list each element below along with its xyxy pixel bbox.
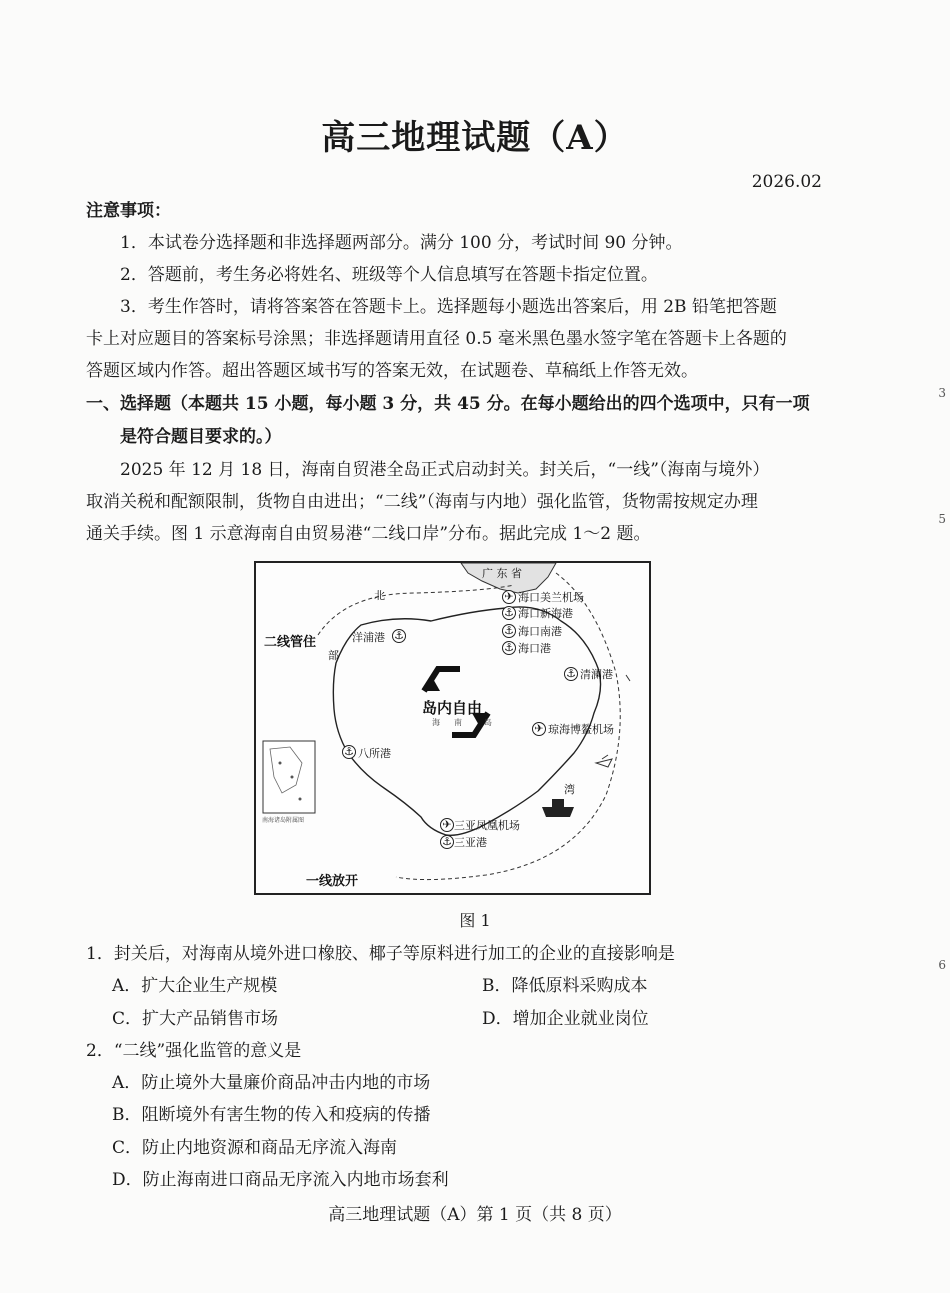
place-haikou: 海口港 xyxy=(518,642,551,655)
port-icon: ⚓ xyxy=(440,835,454,849)
section-heading-cont: 是符合题目要求的。） xyxy=(120,427,282,447)
notice-item-3: 3．考生作答时，请将答案答在答题卡上。选择题每小题选出答案后，用 2B 铅笔把答题 xyxy=(120,297,777,317)
port-icon: ⚓ xyxy=(502,606,516,620)
place-phoenix: 三亚凤凰机场 xyxy=(454,819,520,832)
place-basuo: 八所港 xyxy=(358,747,391,760)
notice-item-1: 1．本试卷分选择题和非选择题两部分。满分 100 分，考试时间 90 分钟。 xyxy=(120,233,683,253)
passage-line-3: 通关手续。图 1 示意海南自由贸易港“二线口岸”分布。据此完成 1～2 题。 xyxy=(86,524,651,544)
place-boao: 琼海博鳌机场 xyxy=(548,723,614,736)
place-xinhai: 海口新海港 xyxy=(518,607,573,620)
first-line-label: 一线放开 xyxy=(306,874,359,889)
question-2-option-a: A．防止境外大量廉价商品冲击内地的市场 xyxy=(112,1073,431,1093)
place-qinglan: 清澜港 xyxy=(580,668,613,681)
notice-heading: 注意事项： xyxy=(86,201,171,221)
airport-icon: ✈ xyxy=(502,590,516,604)
notice-item-3-cont: 卡上对应题目的答案标号涂黑；非选择题请用直径 0.5 毫米黑色墨水签字笔在答题卡上各题的 xyxy=(86,329,787,349)
margin-mark: 5 xyxy=(938,512,946,526)
question-2-option-d: D．防止海南进口商品无序流入内地市场套利 xyxy=(112,1170,449,1190)
passage-line-2: 取消关税和配额限制，货物自由进出；“二线”（海南与内地）强化监管，货物需按规定办理 xyxy=(86,492,758,512)
airport-icon: ✈ xyxy=(440,818,454,832)
margin-mark: 3 xyxy=(938,386,946,400)
question-1-option-b: B．降低原料采购成本 xyxy=(482,976,648,996)
place-yangpu: 洋浦港 xyxy=(352,631,385,644)
page-footer: 高三地理试题（A）第 1 页（共 8 页） xyxy=(328,1205,622,1225)
port-icon: ⚓ xyxy=(342,745,356,759)
place-nangang: 海口南港 xyxy=(518,625,562,638)
center-label: 岛内自由 xyxy=(422,699,483,717)
passage-line-1: 2025 年 12 月 18 日，海南自贸港全岛正式启动封关。封关后，“一线”（海南与境外） xyxy=(120,460,770,480)
question-1-option-c: C．扩大产品销售市场 xyxy=(112,1009,279,1029)
question-2-option-b: B．阻断境外有害生物的传入和疫病的传播 xyxy=(112,1105,431,1125)
question-1-stem: 1．封关后，对海南从境外进口橡胶、椰子等原料进行加工的企业的直接影响是 xyxy=(86,944,675,964)
place-meilan: 海口美兰机场 xyxy=(518,591,584,604)
place-sanya: 三亚港 xyxy=(454,836,487,849)
inset-caption: 南海诸岛附属图 xyxy=(262,817,305,824)
island-label-dao: 岛 xyxy=(484,718,492,727)
second-line-label: 二线管住 xyxy=(264,635,317,650)
notice-item-3-end: 答题区域内作答。超出答题区域书写的答案无效，在试题卷、草稿纸上作答无效。 xyxy=(86,361,698,381)
guangdong-label: 广 东 省 xyxy=(482,567,522,580)
figure-caption: 图 1 xyxy=(459,911,491,930)
question-1-option-d: D．增加企业就业岗位 xyxy=(482,1009,649,1029)
question-1-option-a: A．扩大企业生产规模 xyxy=(112,976,278,996)
plane-sketch-icon xyxy=(596,759,612,767)
port-icon: ⚓ xyxy=(502,624,516,638)
bu-label: 部 xyxy=(328,649,339,662)
wan-label: 湾 xyxy=(564,783,575,796)
port-icon: ⚓ xyxy=(564,667,578,681)
ship-icon xyxy=(542,807,574,817)
north-label: 北 xyxy=(374,589,385,602)
island-label-nan: 南 xyxy=(454,718,462,727)
notice-item-2: 2．答题前，考生务必将姓名、班级等个人信息填写在答题卡指定位置。 xyxy=(120,265,658,285)
island-label-hai: 海 xyxy=(432,718,440,727)
port-icon: ⚓ xyxy=(502,641,516,655)
section-heading: 一、选择题（本题共 15 小题，每小题 3 分，共 45 分。在每小题给出的四个选项中，只有一项 xyxy=(86,394,810,414)
margin-mark: 6 xyxy=(938,958,946,972)
question-2-option-c: C．防止内地资源和商品无序流入海南 xyxy=(112,1138,398,1158)
page-title: 高三地理试题（A） xyxy=(321,118,629,158)
question-2-stem: 2．“二线”强化监管的意义是 xyxy=(86,1041,302,1061)
hainan-map-figure xyxy=(254,561,651,895)
port-icon: ⚓ xyxy=(392,629,406,643)
exam-date: 2026.02 xyxy=(751,172,822,192)
airport-icon: ✈ xyxy=(532,722,546,736)
